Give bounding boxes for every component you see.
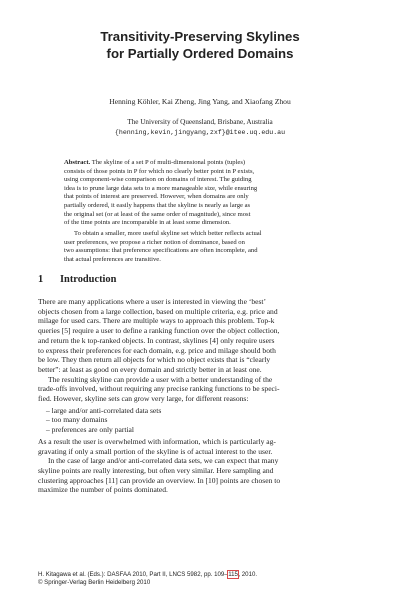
body-line: clustering approaches [11] can provide an overview. In [10] points are chosen to <box>38 475 281 485</box>
body-line: trade-offs involved, without requiring any precise ranking functions to be speci- <box>38 384 280 394</box>
abstract-label: Abstract. <box>64 159 91 166</box>
bullet-item: – preferences are only partial <box>46 425 134 435</box>
abstract-line: idea is to prune large data sets to a more manageable size, while ensuring <box>64 184 258 192</box>
footer-citation-end: , 2010. <box>238 571 258 578</box>
page-range-link[interactable]: 115 <box>228 571 238 578</box>
body-line: gravating if only a small portion of the skyline is of actual interest to the user. <box>38 446 273 456</box>
body-line: milage for used cars. There are multiple ways to approach this problem. Top-k <box>38 316 275 326</box>
body-line: be low. They then return all objects for which no object exists that is “clearly <box>38 355 271 365</box>
affiliation <box>20 118 380 137</box>
footer-copyright: © Springer-Verlag Berlin Heidelberg 2010 <box>38 579 151 587</box>
abstract-line: that actual preferences are transitive. <box>64 256 161 264</box>
abstract <box>64 159 340 265</box>
abstract-line: that points of interest are preserved. However, when domains are only <box>64 193 249 201</box>
title-line-1: Transitivity-Preserving Skylines <box>100 29 300 44</box>
author-list: Henning Köhler, Kai Zheng, Jing Yang, and Xiaofang Zhou <box>109 97 291 106</box>
section-title: Introduction <box>60 274 117 285</box>
abstract-line: of the time points are incomparable in at least some dimension. <box>64 219 231 227</box>
body-line: objects chosen from a large collection, based on multiple criteria, e.g. price and <box>38 306 278 316</box>
abstract-first-line: The skyline of a set P of multi-dimensional points (tuples) <box>91 159 246 166</box>
abstract-line: To obtain a smaller, more useful skyline set which better reflects actual <box>74 230 262 238</box>
bullet-item: – large and/or anti-correlated data sets <box>46 405 162 415</box>
footer-citation <box>38 571 368 579</box>
publication-footer <box>38 571 368 587</box>
section-number: 1 <box>38 274 44 285</box>
abstract-line <box>64 159 340 168</box>
section-heading <box>38 274 116 285</box>
paper-title <box>40 28 360 62</box>
body-line: better”: at least as good on every domain and strictly better in at least one. <box>38 364 262 374</box>
body-line: There are many applications where a user is interested in viewing the ‘best’ <box>38 297 266 306</box>
body-line: maximize the number of points dominated. <box>38 485 168 495</box>
body-line: skyline points are really interesting, but often very similar. Here sampling and <box>38 465 274 475</box>
body-line: to express their preferences for each domain, e.g. price and milage should both <box>38 345 276 355</box>
affiliation-institution: The University of Queensland, Brisbane, Australia <box>127 118 273 126</box>
body-text <box>38 297 362 495</box>
body-line: The resulting skyline can provide a user with a better understanding of the <box>48 374 273 384</box>
abstract-line: partially ordered, it easily happens that the skyline is nearly as large as <box>64 201 251 209</box>
title-line-2: for Partially Ordered Domains <box>106 46 294 61</box>
body-line: In the case of large and/or anti-correlated data sets, we can expect that many <box>48 456 279 466</box>
body-line: queries [5] require a user to define a ranking function over the object collection, <box>38 326 280 336</box>
abstract-line: consists of those points in P for which no clearly better point in P exists, <box>64 167 255 175</box>
body-line: fied. However, skyline sets can grow very large, for different reasons: <box>38 394 249 404</box>
footer-citation-text: H. Kitagawa et al. (Eds.): DASFAA 2010, Part II, LNCS 5982, pp. 109– <box>38 571 228 578</box>
abstract-line: the original set (or at least of the same order of magnitude), since most <box>64 210 251 218</box>
abstract-line: user preferences, we propose a richer notion of dominance, based on <box>64 238 245 246</box>
abstract-line: two assumptions: that preference specifications are often incomplete, and <box>64 247 258 255</box>
affiliation-email: {henning,kevin,jingyang,zxf}@itee.uq.edu.au <box>114 128 286 136</box>
abstract-line: using component-wise comparison on domains of interest. The guiding <box>64 176 252 184</box>
bullet-item: – too many domains <box>46 415 108 425</box>
body-line: As a result the user is overwhelmed with information, which is particularly ag- <box>38 436 276 446</box>
body-line: and return the k top-ranked objects. In contrast, skylines [4] only require users <box>38 335 275 345</box>
